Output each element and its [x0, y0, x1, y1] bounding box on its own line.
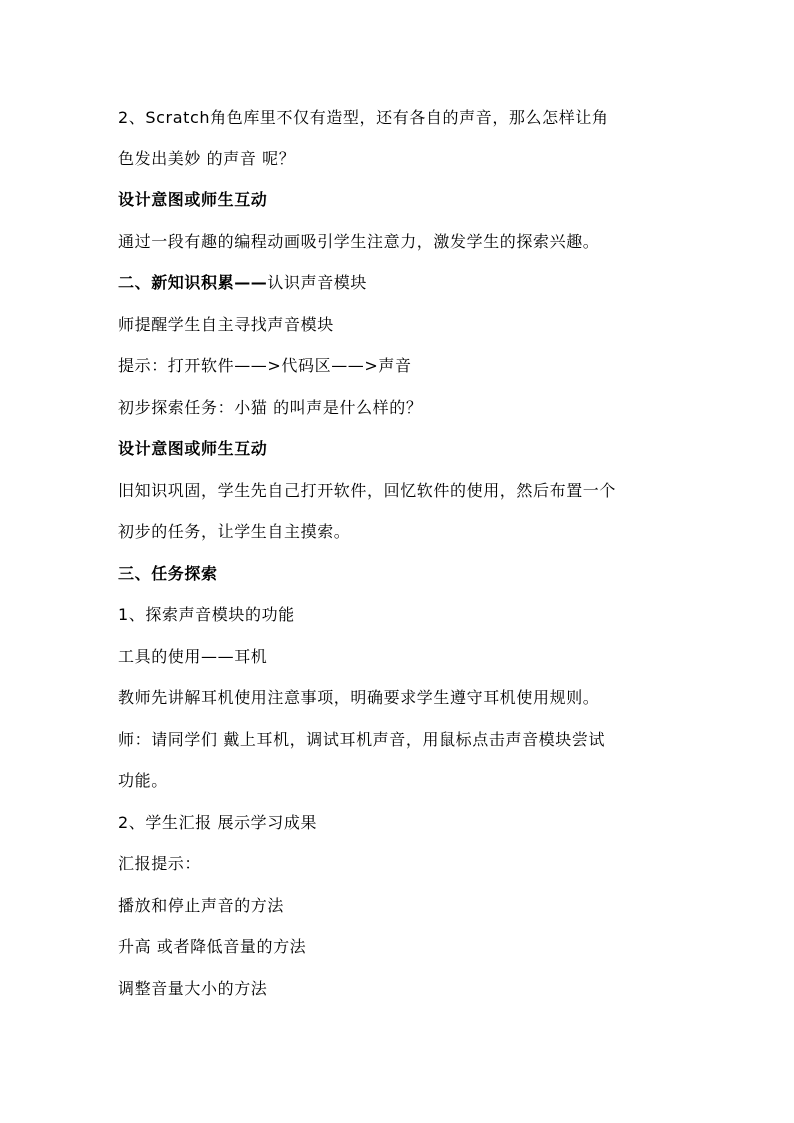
paragraph-line: 师提醒学生自主寻找声音模块 — [118, 315, 334, 334]
paragraph-line: 升高 或者降低音量的方法 — [118, 937, 307, 956]
paragraph-line: 2、学生汇报 展示学习成果 — [118, 813, 318, 832]
paragraph-line: 初步的任务，让学生自主摸索。 — [118, 522, 351, 541]
paragraph-line: 2、Scratch角色库里不仅有造型，还有各自的声音，那么怎样让角 — [118, 108, 609, 127]
paragraph-line: 功能。 — [118, 771, 168, 790]
section-heading — [118, 273, 367, 293]
paragraph-line: 提示：打开软件——>代码区——>声音 — [118, 356, 412, 375]
paragraph-line: 旧知识巩固，学生先自己打开软件，回忆软件的使用，然后布置一个 — [118, 481, 617, 500]
paragraph-line: 1、探索声音模块的功能 — [118, 605, 295, 624]
paragraph-line: 汇报提示： — [118, 854, 202, 873]
paragraph-line: 初步探索任务：小猫 的叫声是什么样的？ — [118, 398, 423, 417]
document-page — [118, 0, 688, 1123]
paragraph-line: 教师先讲解耳机使用注意事项，明确要求学生遵守耳机使用规则。 — [118, 688, 600, 707]
paragraph-line: 师：请同学们 戴上耳机，调试耳机声音，用鼠标点击声音模块尝试 — [118, 730, 606, 749]
section-heading: 设计意图或师生互动 — [118, 439, 268, 458]
section-heading-normal-part: 认识声音模块 — [267, 273, 368, 292]
section-heading: 设计意图或师生互动 — [118, 190, 268, 209]
section-heading: 三、任务探索 — [118, 564, 218, 583]
section-heading-bold-part: 二、新知识积累—— — [118, 273, 268, 292]
paragraph-line: 通过一段有趣的编程动画吸引学生注意力，激发学生的探索兴趣。 — [118, 232, 600, 251]
paragraph-line: 播放和停止声音的方法 — [118, 896, 285, 915]
paragraph-line: 色发出美妙 的声音 呢？ — [118, 149, 296, 168]
paragraph-line: 工具的使用——耳机 — [118, 647, 268, 666]
paragraph-line: 调整音量大小的方法 — [118, 979, 268, 998]
